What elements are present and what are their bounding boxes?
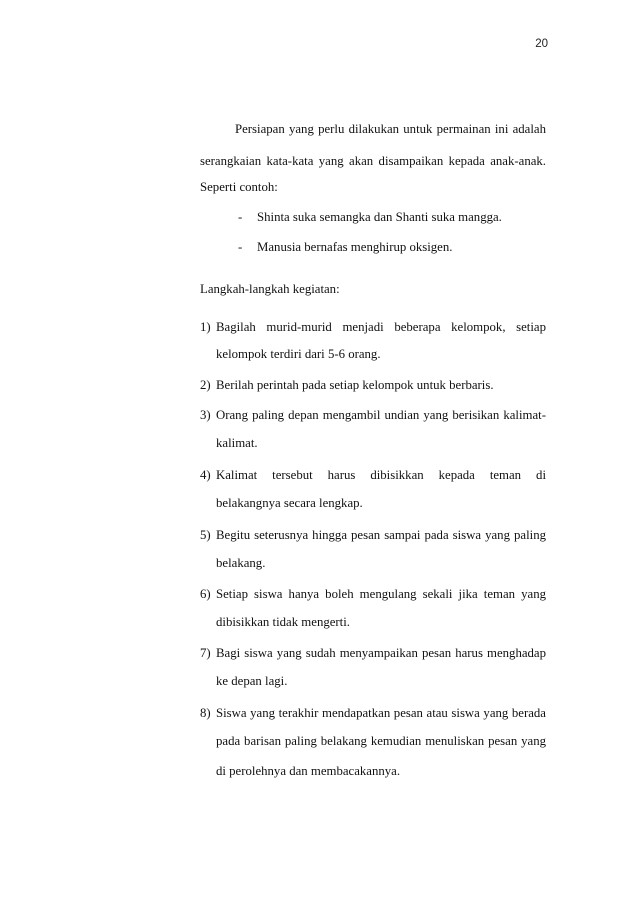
step-1-number: 1) — [200, 320, 211, 334]
step-4-number: 4) — [200, 468, 211, 482]
step-1-line-2: kelompok terdiri dari 5-6 orang. — [216, 347, 381, 361]
step-4-line-2: belakangnya secara lengkap. — [216, 496, 363, 510]
example-1-text: Shinta suka semangka dan Shanti suka mangga. — [257, 210, 502, 224]
step-2-number: 2) — [200, 378, 211, 392]
intro-line-3: Seperti contoh: — [200, 180, 278, 194]
step-8-line-1: Siswa yang terakhir mendapatkan pesan atau siswa yang berada — [216, 706, 546, 720]
steps-heading: Langkah-langkah kegiatan: — [200, 282, 340, 296]
step-2-line-1: Berilah perintah pada setiap kelompok untuk berbaris. — [216, 378, 494, 392]
intro-line-2: serangkaian kata-kata yang akan disampaikan kepada anak-anak. — [200, 154, 546, 168]
example-2-marker: - — [238, 240, 243, 254]
step-7-line-2: ke depan lagi. — [216, 674, 288, 688]
step-1-line-1: Bagilah murid-murid menjadi beberapa kelompok, setiap — [216, 320, 546, 334]
step-7-number: 7) — [200, 646, 211, 660]
step-6-number: 6) — [200, 587, 211, 601]
example-2-text: Manusia bernafas menghirup oksigen. — [257, 240, 453, 254]
step-5-line-2: belakang. — [216, 556, 266, 570]
step-6-line-1: Setiap siswa hanya boleh mengulang sekali jika teman yang — [216, 587, 546, 601]
step-3-number: 3) — [200, 408, 211, 422]
step-3-line-2: kalimat. — [216, 436, 258, 450]
step-8-line-3: di perolehnya dan membacakannya. — [216, 764, 401, 778]
step-8-number: 8) — [200, 706, 211, 720]
step-5-number: 5) — [200, 528, 211, 542]
step-3-line-1: Orang paling depan mengambil undian yang berisikan kalimat- — [216, 408, 546, 422]
example-1-marker: - — [238, 210, 243, 224]
step-5-line-1: Begitu seterusnya hingga pesan sampai pada siswa yang paling — [216, 528, 546, 542]
step-6-line-2: dibisikkan tidak mengerti. — [216, 615, 350, 629]
intro-line-1: Persiapan yang perlu dilakukan untuk permainan ini adalah — [235, 122, 546, 136]
step-7-line-1: Bagi siswa yang sudah menyampaikan pesan harus menghadap — [216, 646, 546, 660]
step-8-line-2: pada barisan paling belakang kemudian menuliskan pesan yang — [216, 734, 546, 748]
step-4-line-1: Kalimat tersebut harus dibisikkan kepada teman di — [216, 468, 546, 482]
page-number: 20 — [535, 38, 548, 50]
